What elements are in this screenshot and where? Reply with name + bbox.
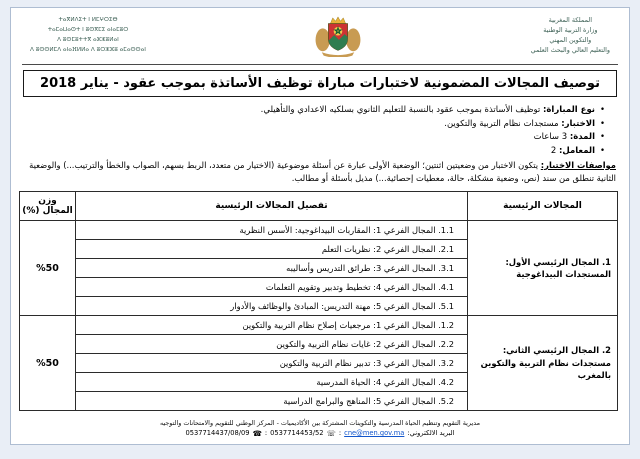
document-title: توصيف المجالات المضمونية لاختبارات مباراة توظيف الأساتذة بموجب عقود - يناير 2018 [23,70,617,97]
main-domain-cell-2 [468,316,618,411]
emblem [314,15,362,61]
sub-domain-cell: 5.1. المجال الفرعي 5: مهنة التدريس: المبادئ والوظائف والأدوار [76,297,468,316]
table-header-row [20,192,618,221]
letterhead-line: ⵜⴰⵎⴰⵡⴰⵙⵜ ⵏ ⵓⵙⴳⵎⵉ ⴰⵏⴰⵎⵓⵔ [47,27,129,33]
specs-label: مواصفات الاختبار: [540,160,616,170]
document-footer [22,415,618,440]
email-link[interactable]: cne@men.gov.ma [344,429,405,437]
header-divider [22,64,618,65]
letterhead-line: ⴷ ⵓⵙⵙⵍⵎⴷ ⴰⵏⴰⴼⵍⵍⴰ ⴷ ⵓⵔⵣⵣⵓ ⴰⵎⴰⵙⵙⴰⵏ [30,47,146,53]
info-label: نوع المباراة: [543,105,595,115]
table-row [20,221,618,240]
info-label: المعامل: [558,145,595,156]
info-label: الاختبار: [561,118,595,129]
phone-number: 0537714437/08/09 [185,429,250,437]
main-domain-cell-1 [468,221,618,316]
footer-directorate-line: مديرية التقويم وتنظيم الحياة المدرسية والتكوينات المشتركة بين الأكاديميات - المركز الوطني للتقويم والامتحانات والتوجيه [159,418,481,427]
phone-icon: ☎ [252,429,262,438]
info-label: المدة: [569,132,595,142]
main-domain-title: 1. المجال الرئيسي الأول: [505,256,611,267]
letterhead-line: والتكوين المهني [549,36,592,44]
letterhead-line: وزارة التربية الوطنية [543,26,598,34]
separator: : [338,429,342,437]
list-item [22,145,606,159]
separator: : [264,429,268,437]
sub-domain-cell: 4.2. المجال الفرعي 4: الحياة المدرسية [76,373,468,392]
exam-info-list [22,104,606,158]
main-domain-title: 2. المجال الرئيسي الثاني: [502,345,611,356]
fax-number: 0537714453/52 [270,429,324,437]
letterhead-line: ⴷ ⵓⵙⵎⵓⵜⵜⴳ ⴰⵣⵣⵓⵍⴰⵏ [57,37,119,43]
list-item [22,118,606,132]
morocco-coat-of-arms-icon [314,15,362,57]
main-domain-subtitle: المستجدات البيداغوجية [516,269,611,279]
letterhead-line: ⵜⴰⴳⵍⴷⵉⵜ ⵏ ⵍⵎⵖⵔⵉⴱ [58,17,118,23]
ministry-name-tifinagh [30,15,146,55]
email-label: البريد الالكتروني: [407,429,455,437]
column-header-weight: وزن المجال (%) [20,192,76,221]
document-page [10,7,630,445]
letterhead [22,13,618,61]
fax-icon: ☏ [326,429,336,438]
table-row [20,316,618,335]
page-background [0,7,640,459]
ministry-name-arabic [531,15,610,55]
sub-domain-cell: 2.1. المجال الفرعي 2: نظريات التعلم [76,240,468,259]
sub-domain-cell: 3.2. المجال الفرعي 3: تدبير نظام التربية والتكوين [76,354,468,373]
info-value: 3 ساعات [533,132,568,142]
letterhead-line: المملكة المغربية [548,16,593,24]
column-header-main-domains: المجالات الرئيسية [468,192,618,221]
list-item [22,131,606,145]
info-value: مستجدات نظام التربية والتكوين. [444,118,559,129]
column-header-detail: تفصيل المجالات الرئيسية [76,192,468,221]
sub-domain-cell: 5.2. المجال الفرعي 5: المناهج والبرامج الدراسية [76,392,468,411]
letterhead-line: والتعليم العالي والبحث العلمي [530,46,610,54]
info-value: 2 [550,145,557,156]
specs-text: يتكون الاختبار من وضعيتين اثنتين؛ الوضعية الأولى عبارة عن أسئلة موضوعية (الاختيار من متعدد، الربط بسهم، الصواب والخطأ والترتيب...) والوضعية الثانية تنطلق من سند (نص، وضعية مشكلة، حالة، معطيات إحصائية...) مذيل بأسئلة أو مطالب. [29,160,616,183]
sub-domain-cell: 2.2. المجال الفرعي 2: غايات نظام التربية والتكوين [76,335,468,354]
sub-domain-cell: 1.2. المجال الفرعي 1: مرجعيات إصلاح نظام التربية والتكوين [76,316,468,335]
weight-cell-2: %50 [20,316,76,411]
sub-domain-cell: 4.1. المجال الفرعي 4: تخطيط وتدبير وتقويم التعلمات [76,278,468,297]
domains-table [19,191,618,411]
info-value: توظيف الأساتذة بموجب عقود بالنسبة للتعليم الثانوي بسلكيه الاعدادي والتأهيلي. [260,105,541,115]
exam-specifications [24,159,616,184]
sub-domain-cell: 1.1. المجال الفرعي 1: المقاربات البيداغوجية: الأسس النظرية [76,221,468,240]
weight-cell-1: %50 [20,221,76,316]
list-item [22,104,606,118]
sub-domain-cell: 3.1. المجال الفرعي 3: طرائق التدريس وأساليبه [76,259,468,278]
footer-contact-line [22,428,618,439]
main-domain-subtitle: مستجدات نظام التربية والتكوين بالمغرب [480,357,611,381]
